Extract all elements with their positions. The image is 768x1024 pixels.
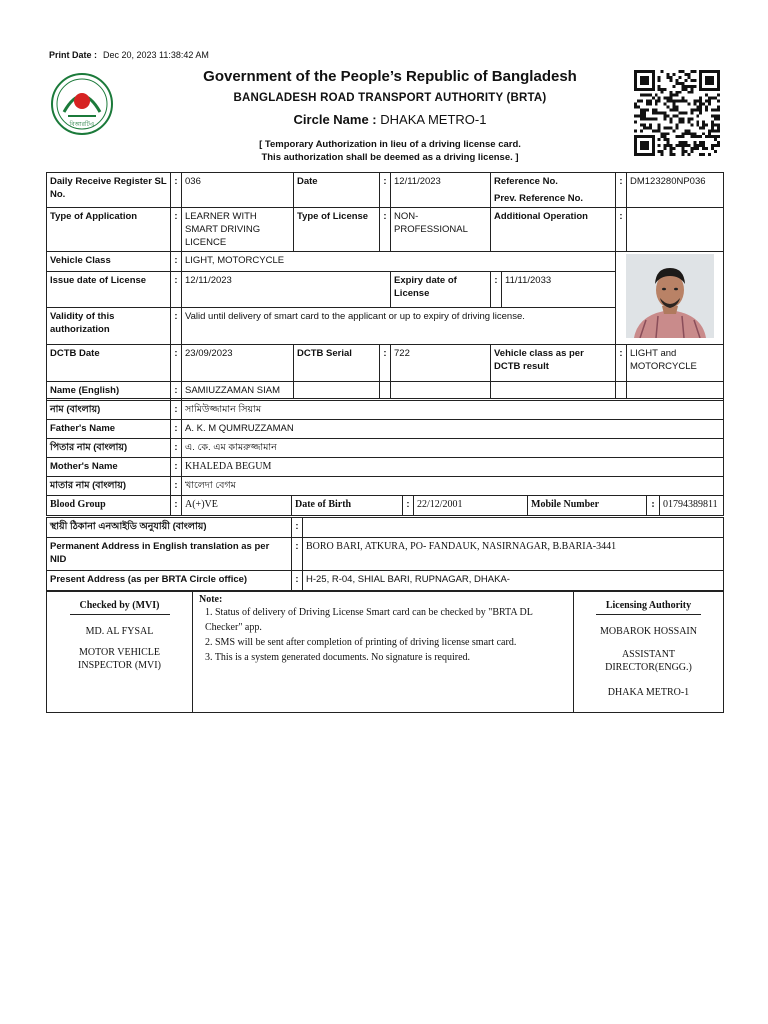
licensing-authority-block <box>574 592 724 713</box>
checked-by-desig1: MOTOR VEHICLE <box>78 647 161 658</box>
table-row <box>47 439 724 458</box>
colon: : <box>171 496 182 516</box>
colon: : <box>380 173 391 208</box>
print-date-label: Print Date : <box>49 50 98 60</box>
licensing-authority-circle: DHAKA METRO-1 <box>607 687 690 698</box>
tol-value: NON-PROFESSIONAL <box>391 208 491 252</box>
colon: : <box>292 571 303 591</box>
checked-by-title: Checked by (MVI) <box>70 596 170 615</box>
footer-signature-table <box>46 591 724 713</box>
license-info-table <box>46 172 724 399</box>
toa-value: LEARNER WITH SMART DRIVING LICENCE <box>182 208 294 252</box>
vclass-value: LIGHT, MOTORCYCLE <box>182 252 616 272</box>
perm-en-label: Permanent Address in English translation as per NID <box>47 538 292 571</box>
mobile-value: 01794389811 <box>663 499 718 510</box>
colon: : <box>171 477 182 496</box>
mother-value: KHALEDA BEGUM <box>182 458 724 477</box>
father-bn-label: পিতার নাম (বাংলায়) <box>47 439 171 458</box>
issue-label: Issue date of License <box>47 271 171 307</box>
father-bn-value: এ. কে. এম কামরুজ্জামান <box>182 439 724 458</box>
note-item-1: 1. Status of delivery of Driving License Smart card can be checked by "BRTA DL Checker" app. <box>205 607 533 633</box>
circle-name <box>140 112 640 127</box>
ref-label: Reference No. <box>494 176 558 187</box>
colon: : <box>171 401 182 420</box>
mobile-cell <box>528 496 724 516</box>
personal-info-table <box>46 381 724 516</box>
colon: : <box>647 496 660 515</box>
mother-label: Mother's Name <box>47 458 171 477</box>
licensing-authority-desig2: DIRECTOR(ENGG.) <box>605 662 692 673</box>
date-label: Date <box>294 173 380 208</box>
licensing-authority-desig1: ASSISTANT <box>621 649 676 660</box>
print-date <box>49 50 209 60</box>
colon: : <box>616 345 627 399</box>
dctb-date-label: DCTB Date <box>47 345 171 399</box>
print-date-value: Dec 20, 2023 11:38:42 AM <box>103 50 209 60</box>
name-en-value: SAMIUZZAMAN SIAM <box>182 382 724 401</box>
licensing-authority-title: Licensing Authority <box>596 596 701 615</box>
present-label: Present Address (as per BRTA Circle office) <box>47 571 292 591</box>
note-title: Note: <box>199 594 223 605</box>
table-row <box>47 401 724 420</box>
table-row <box>47 458 724 477</box>
table-row <box>47 420 724 439</box>
colon: : <box>380 345 391 399</box>
qr-code <box>632 70 722 156</box>
table-row <box>47 477 724 496</box>
mobile-label: Mobile Number <box>528 496 647 515</box>
toa-label: Type of Application <box>47 208 171 252</box>
perm-bn-label: স্থায়ী ঠিকানা এনআইডি অনুযায়ী (বাংলায়) <box>47 518 292 538</box>
prev-ref-label: Prev. Reference No. <box>494 193 584 204</box>
applicant-photo <box>626 254 714 338</box>
address-table <box>46 517 724 591</box>
addop-label: Additional Operation <box>491 208 616 252</box>
colon: : <box>171 458 182 477</box>
checked-by-name: MD. AL FYSAL <box>85 626 154 637</box>
expiry-value: 11/11/2033 <box>502 271 616 307</box>
dctb-date-value: 23/09/2023 <box>182 345 294 399</box>
colon: : <box>403 496 414 516</box>
validity-value: Valid until delivery of smart card to the applicant or up to expiry of driving license. <box>182 307 616 344</box>
name-en-label: Name (English) <box>47 382 171 401</box>
table-row <box>47 173 724 208</box>
colon: : <box>171 420 182 439</box>
colon: : <box>171 173 182 208</box>
circle-value: DHAKA METRO-1 <box>380 112 487 127</box>
table-row <box>47 208 724 252</box>
drr-value: 036 <box>182 173 294 208</box>
authorization-note-line1: [ Temporary Authorization in lieu of a driving license card. <box>259 139 521 150</box>
tol-label: Type of License <box>294 208 380 252</box>
colon: : <box>171 252 182 272</box>
note-item-2: 2. SMS will be sent after completion of printing of driving license smart card. <box>205 637 517 648</box>
colon: : <box>171 208 182 252</box>
table-row <box>47 518 724 538</box>
mother-bn-value: খালেদা বেগম <box>182 477 724 496</box>
table-row <box>47 538 724 571</box>
colon: : <box>616 208 627 252</box>
colon: : <box>616 173 627 208</box>
perm-bn-value <box>303 518 724 538</box>
checked-by-block <box>47 592 193 713</box>
authorization-note-line2: This authorization shall be deemed as a driving license. ] <box>261 152 519 163</box>
note-item-3: 3. This is a system generated documents. No signature is required. <box>205 652 471 663</box>
blood-value: A(+)VE <box>182 496 292 516</box>
expiry-label: Expiry date of License <box>391 271 491 307</box>
logo-text: বিআরটিএ <box>69 121 95 128</box>
present-value: H-25, R-04, SHIAL BARI, RUPNAGAR, DHAKA- <box>303 571 724 591</box>
colon: : <box>380 208 391 252</box>
colon: : <box>171 345 182 399</box>
validity-label: Validity of this authorization <box>47 307 171 344</box>
authorization-note <box>140 138 640 164</box>
table-row <box>47 571 724 591</box>
vc-dctb-label: Vehicle class as per DCTB result <box>491 345 616 399</box>
colon: : <box>292 518 303 538</box>
ref-value: DM123280NP036 <box>627 173 724 208</box>
colon: : <box>171 271 182 307</box>
name-bn-value: সামিউজ্জামান সিয়াম <box>182 401 724 420</box>
dob-value: 22/12/2001 <box>414 496 528 516</box>
name-bn-label: নাম (বাংলায়) <box>47 401 171 420</box>
vc-dctb-value: LIGHT and MOTORCYCLE <box>627 345 724 399</box>
dctb-serial-value: 722 <box>391 345 491 399</box>
govt-title: Government of the People’s Republic of Bangladesh <box>203 68 577 85</box>
dob-label: Date of Birth <box>292 496 403 516</box>
checked-by-desig2: INSPECTOR (MVI) <box>78 660 161 671</box>
addop-value <box>627 208 724 252</box>
date-value: 12/11/2023 <box>391 173 491 208</box>
dctb-serial-label: DCTB Serial <box>294 345 380 399</box>
vclass-label: Vehicle Class <box>47 252 171 272</box>
blood-label: Blood Group <box>47 496 171 516</box>
colon: : <box>292 538 303 571</box>
authority-title: BANGLADESH ROAD TRANSPORT AUTHORITY (BRTA) <box>233 92 547 104</box>
colon: : <box>171 307 182 344</box>
father-label: Father's Name <box>47 420 171 439</box>
issue-value: 12/11/2023 <box>182 271 391 307</box>
licensing-authority-name: MOBAROK HOSSAIN <box>600 626 697 637</box>
table-row <box>47 382 724 401</box>
father-value: A. K. M QUMRUZZAMAN <box>182 420 724 439</box>
perm-en-value: BORO BARI, ATKURA, PO- FANDAUK, NASIRNAGAR, B.BARIA-3441 <box>303 538 724 571</box>
colon: : <box>171 439 182 458</box>
drr-label: Daily Receive Register SL No. <box>47 173 171 208</box>
colon: : <box>171 382 182 401</box>
table-row <box>47 252 724 272</box>
circle-label: Circle Name : <box>293 112 377 127</box>
mother-bn-label: মাতার নাম (বাংলায়) <box>47 477 171 496</box>
colon: : <box>491 271 502 307</box>
brta-logo-icon <box>50 72 114 136</box>
applicant-photo-cell <box>616 252 724 345</box>
ref-labels <box>491 173 616 208</box>
note-block <box>193 592 574 713</box>
table-row <box>47 496 724 516</box>
